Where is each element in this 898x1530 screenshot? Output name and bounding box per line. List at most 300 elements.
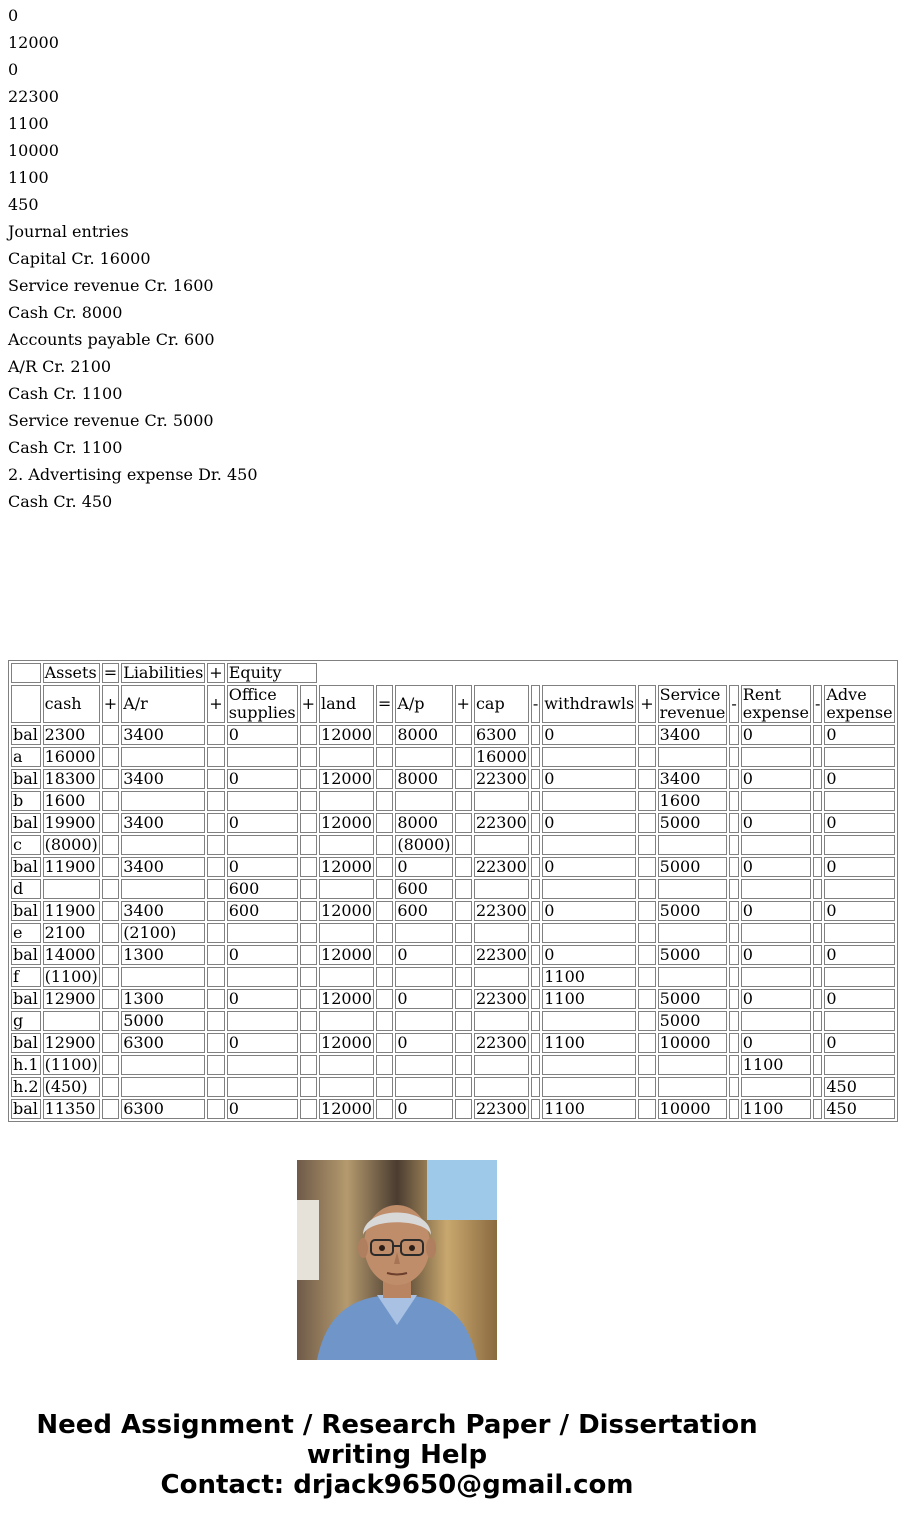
table-cell bbox=[658, 923, 728, 943]
table-cell bbox=[227, 791, 298, 811]
table-cell bbox=[741, 747, 811, 767]
table-cell bbox=[638, 1033, 655, 1053]
table-cell bbox=[813, 945, 822, 965]
table-cell bbox=[207, 835, 224, 855]
text-line: Cash Cr. 450 bbox=[8, 492, 113, 511]
table-cell bbox=[474, 1077, 529, 1097]
column-header: + bbox=[455, 685, 472, 723]
table-cell: 1100 bbox=[741, 1099, 811, 1119]
table-cell: 10000 bbox=[658, 1033, 728, 1053]
table-cell bbox=[542, 835, 636, 855]
table-cell bbox=[824, 791, 894, 811]
table-cell: 12000 bbox=[321, 725, 372, 744]
table-cell bbox=[121, 835, 205, 855]
table-cell bbox=[813, 769, 822, 789]
table-cell bbox=[741, 1011, 811, 1031]
column-header: land bbox=[319, 685, 374, 723]
table-cell: 0 bbox=[542, 769, 636, 789]
table-cell bbox=[638, 769, 655, 789]
table-cell bbox=[300, 1011, 317, 1031]
table-cell bbox=[729, 1099, 738, 1119]
table-cell bbox=[741, 1077, 811, 1097]
table-cell bbox=[102, 725, 119, 745]
table-cell bbox=[455, 923, 472, 943]
column-header: + bbox=[300, 685, 317, 723]
row-label-cell: a bbox=[11, 747, 41, 767]
table-cell: 3400 bbox=[121, 857, 205, 877]
table-cell bbox=[813, 1099, 822, 1119]
table-cell bbox=[102, 967, 119, 987]
table-cell bbox=[102, 857, 119, 877]
table-cell bbox=[227, 1077, 298, 1097]
author-photo bbox=[297, 1160, 497, 1360]
table-cell bbox=[729, 747, 738, 767]
column-header: - bbox=[729, 685, 738, 723]
table-cell bbox=[542, 923, 636, 943]
table-cell: 8000 bbox=[395, 725, 452, 745]
table-cell: 0 bbox=[395, 1033, 452, 1053]
table-cell bbox=[638, 1099, 655, 1119]
table-cell bbox=[729, 813, 738, 833]
column-header: withdrawls bbox=[542, 685, 636, 723]
table-cell: 600 bbox=[227, 901, 298, 921]
table-cell bbox=[729, 1077, 738, 1097]
table-cell: 3400 bbox=[121, 769, 205, 789]
table-cell bbox=[376, 967, 393, 987]
table-cell: 11900 bbox=[43, 857, 100, 877]
table-cell bbox=[474, 879, 529, 899]
table-cell bbox=[813, 901, 822, 921]
equity-header: Equity bbox=[227, 663, 317, 683]
row-label-cell: h.2 bbox=[13, 1077, 39, 1096]
table-cell bbox=[395, 1055, 452, 1075]
table-cell bbox=[638, 967, 655, 987]
table-cell bbox=[207, 879, 224, 899]
table-cell bbox=[319, 923, 374, 943]
table-cell bbox=[300, 1077, 317, 1097]
table-cell: 22300 bbox=[475, 1033, 527, 1052]
row-label-cell: bal bbox=[11, 725, 41, 745]
text-line: 10000 bbox=[8, 141, 59, 160]
table-cell bbox=[300, 901, 317, 921]
table-cell bbox=[121, 879, 205, 899]
table-cell: (1100) bbox=[44, 1055, 98, 1074]
table-cell bbox=[824, 835, 894, 855]
footer-contact-banner bbox=[0, 1410, 794, 1500]
table-cell bbox=[531, 769, 540, 789]
table-cell bbox=[319, 835, 374, 855]
table-cell bbox=[531, 747, 540, 767]
table-cell: 5000 bbox=[658, 857, 728, 877]
table-cell bbox=[474, 967, 529, 987]
table-cell bbox=[455, 1099, 472, 1119]
table-cell: 12000 bbox=[321, 945, 372, 964]
table-cell bbox=[638, 1077, 655, 1097]
table-cell bbox=[542, 1055, 636, 1075]
text-line: Service revenue Cr. 5000 bbox=[8, 411, 214, 430]
table-cell bbox=[376, 1077, 393, 1097]
table-cell bbox=[531, 901, 540, 921]
row-label-cell: h.1 bbox=[13, 1055, 39, 1074]
table-cell: 16000 bbox=[43, 747, 100, 767]
table-cell: 600 bbox=[227, 879, 298, 899]
table-cell bbox=[542, 879, 636, 899]
table-cell: 5000 bbox=[658, 1011, 728, 1031]
table-row bbox=[11, 813, 895, 833]
plus-sign: + bbox=[209, 663, 223, 682]
table-cell bbox=[102, 1011, 119, 1031]
table-cell bbox=[319, 967, 374, 987]
table-cell bbox=[531, 967, 540, 987]
table-cell bbox=[121, 967, 205, 987]
table-cell: 0 bbox=[542, 813, 636, 833]
table-cell: 0 bbox=[395, 945, 452, 965]
table-cell: 0 bbox=[227, 813, 298, 833]
table-cell bbox=[227, 967, 298, 987]
text-line: Service revenue Cr. 1600 bbox=[8, 276, 214, 295]
table-cell: (2100) bbox=[121, 923, 205, 943]
assets-header: Assets bbox=[43, 663, 100, 683]
row-label-cell: bal bbox=[11, 1033, 41, 1053]
table-cell bbox=[102, 813, 119, 833]
table-cell: 0 bbox=[395, 1099, 452, 1119]
table-cell: 12000 bbox=[321, 857, 372, 876]
table-cell bbox=[455, 1011, 472, 1031]
table-cell: 1100 bbox=[542, 967, 636, 987]
table-cell bbox=[319, 1077, 374, 1097]
table-cell: 1100 bbox=[741, 1055, 811, 1075]
table-cell bbox=[455, 901, 472, 921]
table-cell: 3400 bbox=[121, 813, 205, 833]
table-cell: 450 bbox=[824, 1077, 894, 1097]
table-row bbox=[11, 1077, 895, 1097]
table-cell bbox=[542, 747, 636, 767]
table-cell: 0 bbox=[824, 725, 894, 745]
table-cell bbox=[300, 989, 317, 1009]
column-header: Office supplies bbox=[228, 685, 296, 722]
table-cell bbox=[207, 813, 224, 833]
row-label-cell: d bbox=[11, 879, 41, 899]
table-cell bbox=[102, 747, 119, 767]
table-cell bbox=[395, 967, 452, 987]
column-header: cap bbox=[474, 685, 529, 723]
table-cell bbox=[729, 857, 738, 877]
table-cell: 0 bbox=[824, 813, 894, 833]
text-line: 450 bbox=[8, 195, 39, 214]
table-cell: 600 bbox=[395, 901, 452, 921]
table-cell bbox=[729, 835, 738, 855]
table-cell bbox=[741, 835, 811, 855]
table-cell: 22300 bbox=[475, 901, 527, 920]
table-cell bbox=[102, 1077, 119, 1097]
table-cell: 6300 bbox=[474, 725, 529, 745]
table-cell bbox=[638, 835, 655, 855]
table-cell bbox=[658, 747, 728, 767]
table-cell: 0 bbox=[741, 989, 811, 1009]
table-cell bbox=[207, 1055, 224, 1075]
row-label-cell: bal bbox=[11, 989, 41, 1009]
table-cell bbox=[376, 769, 393, 789]
table-cell bbox=[638, 923, 655, 943]
table-cell: 22300 bbox=[475, 945, 527, 964]
table-cell: 5000 bbox=[658, 901, 728, 921]
table-cell: 0 bbox=[395, 857, 452, 877]
table-cell: 11900 bbox=[43, 901, 100, 921]
table-cell bbox=[813, 879, 822, 899]
table-cell bbox=[824, 1011, 894, 1031]
liabilities-header: Liabilities bbox=[123, 663, 204, 682]
table-cell bbox=[474, 923, 529, 943]
table-row bbox=[11, 1055, 895, 1075]
table-cell bbox=[455, 1077, 472, 1097]
table-cell bbox=[824, 923, 894, 943]
table-row bbox=[11, 769, 895, 789]
table-cell bbox=[474, 835, 529, 855]
table-cell: (450) bbox=[43, 1077, 100, 1097]
table-cell bbox=[43, 879, 100, 899]
table-cell: 5000 bbox=[121, 1011, 205, 1031]
table-cell: 22300 bbox=[475, 813, 527, 832]
table-row bbox=[11, 1033, 895, 1053]
table-row bbox=[11, 945, 895, 965]
table-cell: 1100 bbox=[542, 1099, 636, 1119]
table-cell: 0 bbox=[542, 945, 636, 965]
table-cell bbox=[729, 769, 738, 789]
table-cell bbox=[207, 945, 224, 965]
table-cell bbox=[531, 923, 540, 943]
table-cell: 0 bbox=[741, 901, 811, 921]
table-cell bbox=[207, 791, 224, 811]
table-cell: 0 bbox=[824, 1033, 894, 1053]
table-cell bbox=[300, 1055, 317, 1075]
table-cell bbox=[638, 1011, 655, 1031]
column-header: Rent expense bbox=[742, 685, 809, 722]
table-cell bbox=[319, 879, 374, 899]
table-cell bbox=[531, 1077, 540, 1097]
row-label-cell: g bbox=[11, 1011, 41, 1031]
table-cell: 1300 bbox=[121, 945, 205, 965]
text-line: Journal entries bbox=[8, 222, 129, 241]
table-cell: 16000 bbox=[475, 747, 527, 766]
corner-cell bbox=[11, 663, 41, 683]
table-cell bbox=[207, 857, 224, 877]
text-lines bbox=[0, 7, 794, 511]
table-cell: 22300 bbox=[475, 769, 527, 788]
column-header: + bbox=[207, 685, 224, 723]
table-row bbox=[11, 791, 895, 811]
text-line: 0 bbox=[8, 60, 19, 79]
table-cell bbox=[729, 879, 738, 899]
table-cell: 0 bbox=[542, 857, 636, 877]
table-cell bbox=[531, 945, 540, 965]
table-cell bbox=[638, 989, 655, 1009]
table-cell bbox=[741, 967, 811, 987]
table-cell bbox=[813, 791, 822, 811]
table-cell: 0 bbox=[824, 857, 894, 877]
table-cell bbox=[102, 1055, 119, 1075]
accounting-equation-table bbox=[8, 660, 898, 1122]
table-cell bbox=[824, 1055, 894, 1075]
table-cell bbox=[102, 791, 119, 811]
table-cell: 0 bbox=[227, 725, 298, 745]
text-line: 1100 bbox=[8, 168, 49, 187]
table-cell bbox=[376, 989, 393, 1009]
table-cell bbox=[813, 725, 822, 745]
table-cell bbox=[658, 1055, 728, 1075]
group-header-row bbox=[11, 663, 895, 683]
table-cell bbox=[207, 725, 224, 745]
table-cell bbox=[531, 1055, 540, 1075]
table-cell bbox=[542, 791, 636, 811]
table-cell bbox=[376, 879, 393, 899]
table-row bbox=[11, 1011, 895, 1031]
table-cell: 19900 bbox=[43, 813, 100, 833]
text-line: Accounts payable Cr. 600 bbox=[8, 330, 215, 349]
table-cell bbox=[741, 791, 811, 811]
table-cell: 22300 bbox=[475, 989, 527, 1008]
table-cell bbox=[207, 967, 224, 987]
table-cell: 1100 bbox=[542, 1033, 636, 1053]
table-cell bbox=[531, 1011, 540, 1031]
table-cell bbox=[455, 967, 472, 987]
table-cell: 0 bbox=[227, 857, 298, 877]
table-cell bbox=[227, 835, 298, 855]
table-cell bbox=[376, 945, 393, 965]
table-cell bbox=[376, 791, 393, 811]
table-cell: 0 bbox=[227, 1033, 298, 1053]
table-cell bbox=[395, 747, 452, 767]
column-header: + bbox=[102, 685, 119, 723]
table-cell: 8000 bbox=[395, 813, 452, 833]
table-cell bbox=[300, 1033, 317, 1053]
table-cell bbox=[658, 967, 728, 987]
row-label-cell: bal bbox=[11, 769, 41, 789]
table-cell bbox=[455, 989, 472, 1009]
table-cell bbox=[813, 835, 822, 855]
equals-sign: = bbox=[103, 663, 118, 682]
row-label-cell: bal bbox=[11, 857, 41, 877]
text-line: 1100 bbox=[8, 114, 49, 133]
table-cell bbox=[455, 791, 472, 811]
table-cell bbox=[207, 1033, 224, 1053]
text-line: Cash Cr. 1100 bbox=[8, 384, 123, 403]
author-photo-image bbox=[297, 1160, 497, 1360]
table-row bbox=[11, 725, 895, 745]
table-cell bbox=[813, 989, 822, 1009]
table-cell bbox=[102, 945, 119, 965]
table-cell bbox=[102, 1033, 119, 1053]
table-cell bbox=[207, 1099, 224, 1119]
table-cell bbox=[455, 857, 472, 877]
table-cell bbox=[207, 1077, 224, 1097]
table-cell: 3400 bbox=[658, 769, 728, 789]
table-cell bbox=[658, 879, 728, 899]
table-cell bbox=[102, 879, 119, 899]
table-row bbox=[11, 747, 895, 767]
text-line: Capital Cr. 16000 bbox=[8, 249, 151, 268]
table-cell bbox=[824, 747, 894, 767]
table-cell bbox=[102, 923, 119, 943]
table-cell bbox=[455, 813, 472, 833]
table-cell bbox=[227, 747, 298, 767]
table-cell bbox=[455, 1055, 472, 1075]
row-label-cell: b bbox=[11, 791, 41, 811]
table-row bbox=[11, 857, 895, 877]
table-cell: 1600 bbox=[43, 791, 100, 811]
table-cell bbox=[376, 857, 393, 877]
table-row bbox=[11, 923, 895, 943]
table-cell bbox=[376, 747, 393, 767]
table-row bbox=[11, 1099, 895, 1119]
table-cell bbox=[376, 1011, 393, 1031]
table-cell bbox=[531, 1099, 540, 1119]
table-cell bbox=[638, 813, 655, 833]
table-cell: 1300 bbox=[121, 989, 205, 1009]
table-cell bbox=[638, 725, 655, 745]
table-cell bbox=[455, 945, 472, 965]
table-cell bbox=[376, 813, 393, 833]
table-cell: 0 bbox=[542, 725, 636, 745]
table-cell: (8000) bbox=[44, 835, 98, 854]
table-cell bbox=[638, 791, 655, 811]
table-cell bbox=[542, 1077, 636, 1097]
table-cell bbox=[300, 747, 317, 767]
table-cell: 2100 bbox=[43, 923, 100, 943]
table-cell bbox=[300, 835, 317, 855]
table-cell bbox=[102, 989, 119, 1009]
text-line: 12000 bbox=[8, 33, 59, 52]
table-cell bbox=[207, 1011, 224, 1031]
table-cell bbox=[729, 989, 738, 1009]
row-label-cell: bal bbox=[11, 813, 41, 833]
table-cell bbox=[300, 813, 317, 833]
row-label-cell: c bbox=[11, 835, 41, 855]
table-cell bbox=[638, 857, 655, 877]
table-cell: 3400 bbox=[658, 725, 728, 745]
table-cell bbox=[729, 1033, 738, 1053]
table-cell: 12000 bbox=[321, 813, 372, 832]
table-cell bbox=[395, 1011, 452, 1031]
text-line: Cash Cr. 8000 bbox=[8, 303, 123, 322]
row-label-cell: bal bbox=[11, 1099, 41, 1119]
row-label-cell: bal bbox=[11, 901, 41, 921]
table-cell bbox=[227, 923, 298, 943]
table-cell bbox=[319, 791, 374, 811]
table-cell bbox=[531, 989, 540, 1009]
table-cell bbox=[395, 1077, 452, 1097]
table-cell: 22300 bbox=[475, 1099, 527, 1118]
table-cell: 12000 bbox=[321, 1099, 372, 1118]
table-cell bbox=[741, 923, 811, 943]
table-cell bbox=[729, 901, 738, 921]
table-cell: 0 bbox=[741, 945, 811, 965]
table-cell bbox=[531, 813, 540, 833]
table-cell bbox=[395, 923, 452, 943]
table-cell bbox=[376, 835, 393, 855]
table-cell bbox=[455, 1033, 472, 1053]
table-cell: (8000) bbox=[397, 835, 451, 854]
table-cell bbox=[638, 901, 655, 921]
table-cell: (1100) bbox=[44, 967, 98, 986]
table-cell bbox=[813, 857, 822, 877]
footer-line-2: writing Help bbox=[306, 1440, 488, 1470]
table-cell bbox=[43, 1011, 100, 1031]
table-cell: 12000 bbox=[321, 901, 372, 920]
table-cell bbox=[531, 791, 540, 811]
table-cell bbox=[658, 835, 728, 855]
table-cell bbox=[319, 1055, 374, 1075]
table-cell bbox=[824, 879, 894, 899]
